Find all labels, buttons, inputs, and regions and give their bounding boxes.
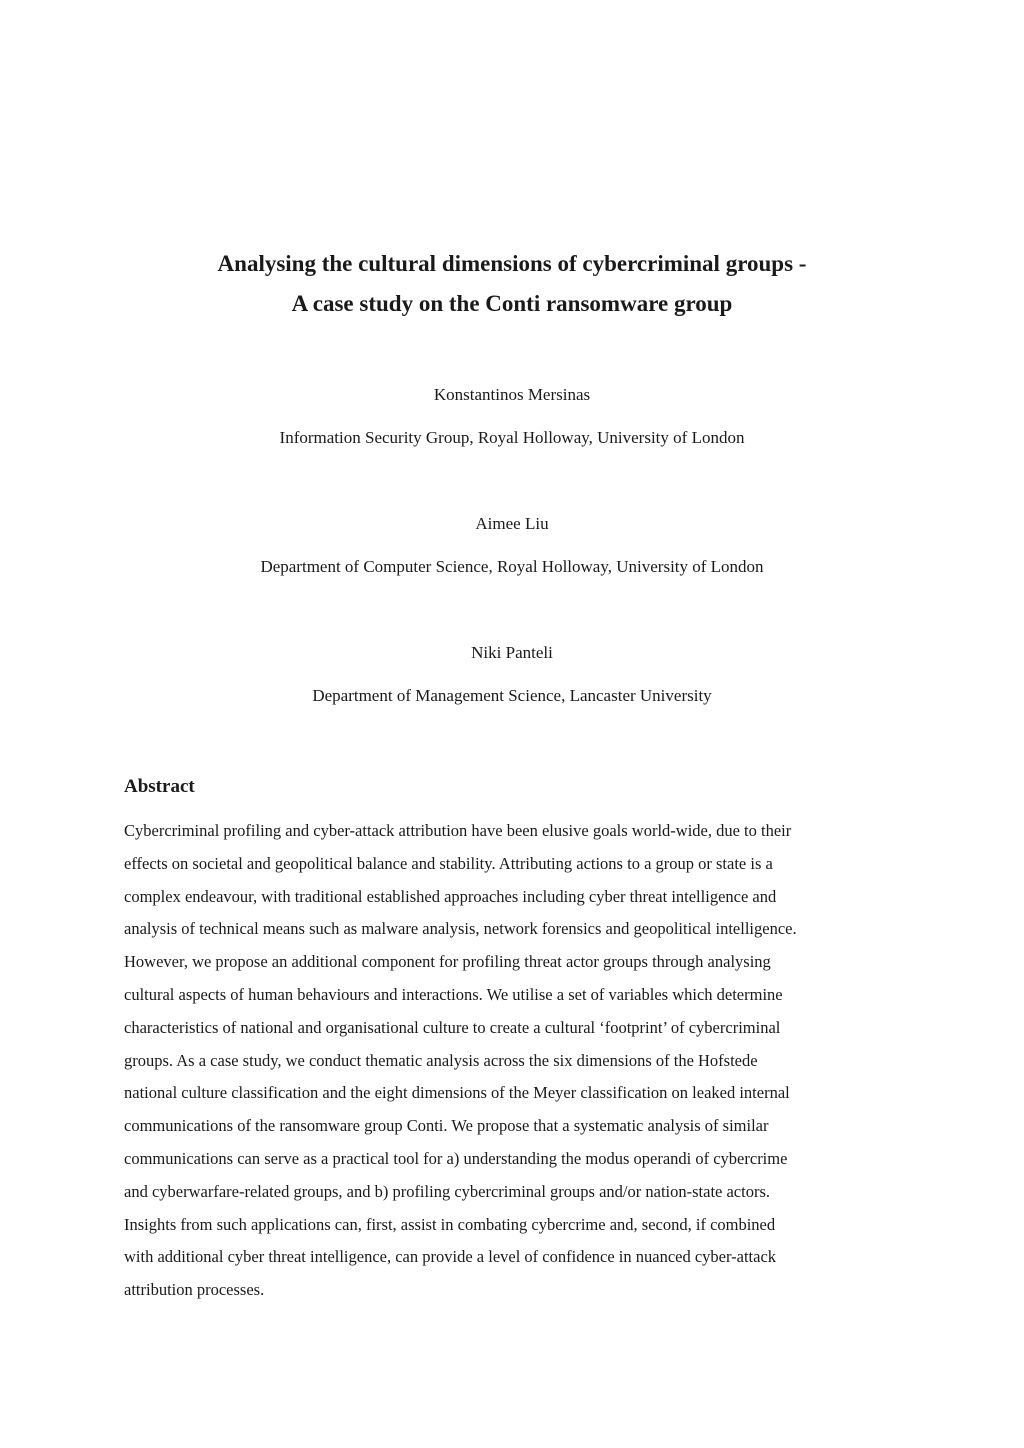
abstract-heading: Abstract	[124, 776, 195, 797]
abstract-line: Insights from such applications can, first, assist in combating cybercrime and, second, if combined	[124, 1214, 776, 1234]
abstract-line: cultural aspects of human behaviours and interactions. We utilise a set of variables which determine	[124, 984, 783, 1004]
abstract-body	[124, 815, 914, 1307]
abstract-line: effects on societal and geopolitical balance and stability. Attributing actions to a group or state is a	[124, 853, 773, 873]
author-name: Konstantinos Mersinas	[433, 385, 591, 404]
abstract-line: complex endeavour, with traditional established approaches including cyber threat intelligence and	[124, 886, 777, 906]
abstract-line: analysis of technical means such as malware analysis, network forensics and geopolitical intelligence.	[124, 919, 797, 939]
author-affiliation: Information Security Group, Royal Holloway, University of London	[279, 428, 745, 447]
abstract-line: groups. As a case study, we conduct thematic analysis across the six dimensions of the Hofstede	[124, 1050, 758, 1070]
abstract-line: and cyberwarfare-related groups, and b) profiling cybercriminal groups and/or nation-state actors.	[124, 1181, 770, 1201]
abstract-line: attribution processes.	[124, 1280, 265, 1300]
author-name: Aimee Liu	[475, 514, 549, 533]
paper-title-line-2: A case study on the Conti ransomware group	[291, 291, 733, 316]
paper-title-line-1: Analysing the cultural dimensions of cybercriminal groups -	[217, 251, 807, 276]
abstract-line: with additional cyber threat intelligence, can provide a level of confidence in nuanced cyber-attack	[124, 1247, 777, 1267]
author-name: Niki Panteli	[471, 643, 553, 662]
author-affiliation: Department of Computer Science, Royal Holloway, University of London	[260, 557, 764, 576]
abstract-line: communications of the ransomware group Conti. We propose that a systematic analysis of similar	[124, 1116, 769, 1136]
abstract-line: However, we propose an additional component for profiling threat actor groups through analysing	[124, 952, 771, 972]
abstract-line: communications can serve as a practical tool for a) understanding the modus operandi of cybercrime	[124, 1148, 788, 1168]
abstract-line: characteristics of national and organisational culture to create a cultural ‘footprint’ of cybercriminal	[124, 1017, 781, 1037]
abstract-line: Cybercriminal profiling and cyber-attack attribution have been elusive goals world-wide, due to their	[124, 821, 792, 840]
abstract-line: national culture classification and the eight dimensions of the Meyer classification on leaked internal	[124, 1083, 790, 1103]
author-affiliation: Department of Management Science, Lancaster University	[312, 686, 712, 705]
